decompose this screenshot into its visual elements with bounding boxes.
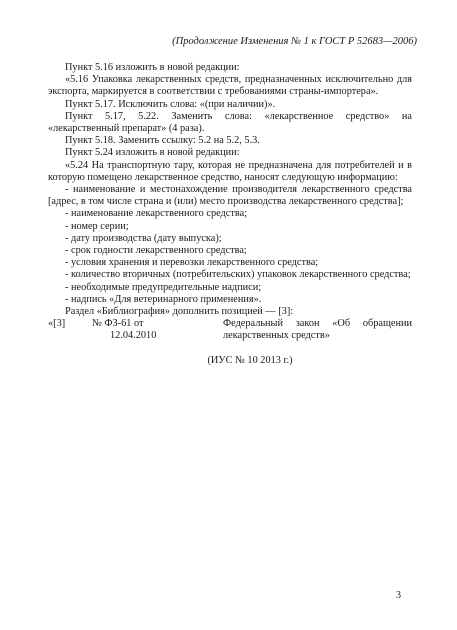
paragraph-5-18: Пункт 5.18. Заменить ссылку: 5.2 на 5.2, 5.3. — [65, 135, 260, 147]
list-item: - количество вторичных (потребительских) упаковок лекарственного средства; — [65, 269, 411, 281]
page-number: 3 — [396, 590, 401, 601]
list-item: - номер серии; — [65, 220, 129, 232]
list-item: - наименование и местонахождение производителя лекарственного средства [адрес, в том числе страна и (или) место производства лекарственного средства]; — [48, 184, 412, 208]
reference-document-number — [92, 318, 223, 342]
paragraph-5-17: Пункт 5.17. Исключить слова: «(при наличии)». — [65, 98, 276, 110]
bibliography-entry — [48, 318, 412, 342]
document-body — [48, 62, 412, 367]
bibliography-paragraph: Раздел «Библиография» дополнить позицией — [3]: — [65, 306, 294, 318]
list-item: - надпись «Для ветеринарного применения». — [65, 293, 262, 305]
reference-law-date: 12.04.2010 — [110, 330, 157, 342]
paragraph-5-16-intro: Пункт 5.16 изложить в новой редакции: — [65, 62, 240, 73]
reference-number: «[3] — [48, 318, 66, 330]
list-item: - срок годности лекарственного средства; — [65, 245, 247, 257]
list-item: - наименование лекарственного средства; — [65, 208, 247, 220]
list-item: - дату производства (дату выпуска); — [65, 232, 222, 244]
paragraph-5-17-5-22: Пункт 5.17, 5.22. Заменить слова: «лекарственное средство» на «лекарственный препарат» (4 раза). — [48, 110, 412, 135]
reference-law-number: № ФЗ-61 от — [92, 318, 144, 330]
running-header: (Продолжение Изменения № 1 к ГОСТ Р 52683—2006) — [172, 36, 417, 47]
source-note: (ИУС № 10 2013 г.) — [207, 354, 293, 366]
list-item: - условия хранения и перевозки лекарственного средства; — [65, 257, 319, 269]
paragraph-5-24-text: «5.24 На транспортную тару, которая не предназначена для потребителей и в которую помещено лекарственное средство, наносят следующую информацию: — [48, 159, 412, 183]
paragraph-5-24-intro: Пункт 5.24 изложить в новой редакции: — [65, 147, 240, 159]
paragraph-5-16-text: «5.16 Упаковка лекарственных средств, предназначенных исключительно для экспорта, маркируется в соответствии с требованиями страны-импортера». — [48, 74, 412, 98]
reference-title: Федеральный закон «Об обращении лекарственных средств» — [223, 318, 412, 342]
list-item: - необходимые предупредительные надписи; — [65, 281, 262, 293]
